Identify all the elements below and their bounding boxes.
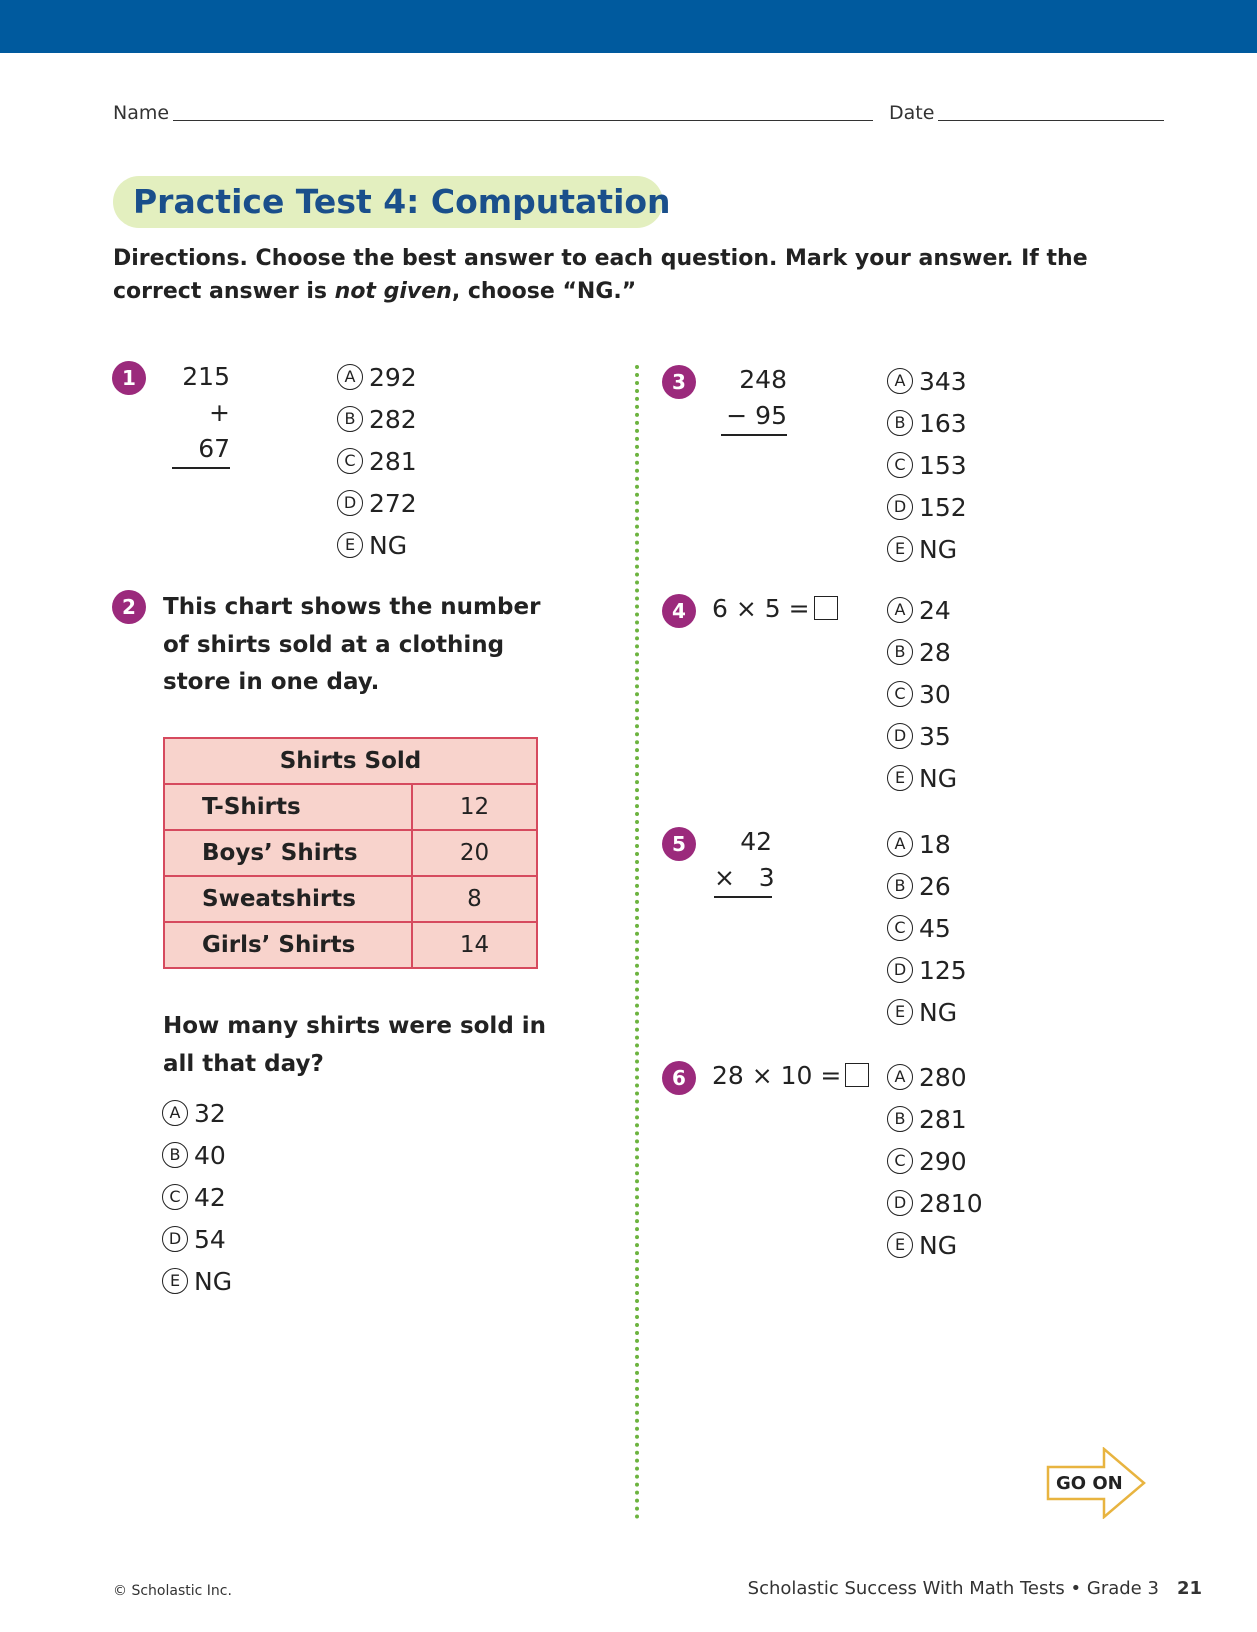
question-number: 6 xyxy=(662,1061,696,1095)
bubble-c[interactable]: C xyxy=(887,1148,913,1174)
question-number: 1 xyxy=(112,361,146,395)
equation-text: 28 × 10 = xyxy=(712,1061,842,1090)
answer-option[interactable] xyxy=(887,908,967,950)
equation xyxy=(712,594,838,623)
equation xyxy=(712,1061,869,1090)
option-text: 292 xyxy=(369,363,417,392)
option-text: 2810 xyxy=(919,1189,983,1218)
footer-book-info xyxy=(748,1578,1202,1599)
answer-option[interactable] xyxy=(887,1183,983,1225)
answer-option[interactable] xyxy=(887,716,957,758)
bubble-a[interactable]: A xyxy=(887,831,913,857)
bubble-c[interactable]: C xyxy=(887,452,913,478)
name-label: Name xyxy=(113,102,170,124)
answer-option[interactable] xyxy=(887,632,957,674)
answer-option[interactable] xyxy=(162,1177,232,1219)
bubble-b[interactable]: B xyxy=(887,639,913,665)
bubble-b[interactable]: B xyxy=(337,406,363,432)
row-value: 20 xyxy=(412,830,537,876)
directions xyxy=(113,242,1163,308)
bubble-e[interactable]: E xyxy=(337,532,363,558)
answer-options xyxy=(887,1057,983,1267)
multiplication-problem xyxy=(714,824,775,898)
question-prompt: How many shirts were sold in all that day? xyxy=(163,1013,547,1077)
option-text: 280 xyxy=(919,1063,967,1092)
go-on-label: GO ON xyxy=(1056,1473,1123,1494)
operand-bottom: − 95 xyxy=(721,398,787,436)
answer-option[interactable] xyxy=(887,866,967,908)
table-row xyxy=(164,876,537,922)
answer-option[interactable] xyxy=(337,483,417,525)
bubble-a[interactable]: A xyxy=(337,364,363,390)
option-text: 54 xyxy=(194,1225,226,1254)
shirts-sold-table xyxy=(163,737,538,969)
answer-option[interactable] xyxy=(162,1261,232,1303)
row-label: T-Shirts xyxy=(164,784,412,830)
question-number: 5 xyxy=(662,827,696,861)
book-title: Scholastic Success With Math Tests • Grade 3 xyxy=(747,1578,1159,1599)
operand-bottom: × 3 xyxy=(714,860,772,898)
bubble-c[interactable]: C xyxy=(337,448,363,474)
option-text: 45 xyxy=(919,914,951,943)
option-text: 40 xyxy=(194,1141,226,1170)
subtraction-problem xyxy=(721,362,787,436)
answer-option[interactable] xyxy=(337,525,417,567)
answer-option[interactable] xyxy=(887,445,967,487)
option-text: 152 xyxy=(919,493,967,522)
bubble-c[interactable]: C xyxy=(887,915,913,941)
option-text: 30 xyxy=(919,680,951,709)
operand-top: 215 xyxy=(182,362,230,391)
operand-top: 42 xyxy=(740,827,772,856)
bubble-b[interactable]: B xyxy=(887,873,913,899)
bubble-e[interactable]: E xyxy=(887,765,913,791)
bubble-e[interactable]: E xyxy=(887,1232,913,1258)
answer-option[interactable] xyxy=(887,1141,983,1183)
table-title: Shirts Sold xyxy=(164,738,537,784)
option-text: 32 xyxy=(194,1099,226,1128)
bubble-e[interactable]: E xyxy=(162,1268,188,1294)
option-text: NG xyxy=(194,1267,233,1296)
question-text: This chart shows the number of shirts sold at a clothing store in one day. xyxy=(163,594,541,695)
option-text: 28 xyxy=(919,638,951,667)
answer-option[interactable] xyxy=(887,590,957,632)
bubble-c[interactable]: C xyxy=(887,681,913,707)
row-value: 14 xyxy=(412,922,537,968)
answer-option[interactable] xyxy=(337,357,417,399)
option-text: 343 xyxy=(919,367,967,396)
row-label: Sweatshirts xyxy=(164,876,412,922)
table-row xyxy=(164,830,537,876)
bubble-a[interactable]: A xyxy=(887,597,913,623)
option-text: 282 xyxy=(369,405,417,434)
name-field[interactable] xyxy=(173,120,873,121)
answer-option[interactable] xyxy=(887,361,967,403)
go-on-arrow xyxy=(1046,1447,1146,1519)
option-text: 42 xyxy=(194,1183,226,1212)
answer-option[interactable] xyxy=(887,1225,983,1267)
row-value: 12 xyxy=(412,784,537,830)
answer-option[interactable] xyxy=(887,674,957,716)
option-text: NG xyxy=(919,535,958,564)
row-label: Boys’ Shirts xyxy=(164,830,412,876)
option-text: 35 xyxy=(919,722,951,751)
copyright: © Scholastic Inc. xyxy=(113,1583,232,1599)
option-text: 18 xyxy=(919,830,951,859)
answer-option[interactable] xyxy=(337,441,417,483)
column-divider xyxy=(635,365,639,1520)
option-text: 24 xyxy=(919,596,951,625)
bubble-d[interactable]: D xyxy=(337,490,363,516)
answer-option[interactable] xyxy=(162,1219,232,1261)
bubble-e[interactable]: E xyxy=(887,999,913,1025)
option-text: 163 xyxy=(919,409,967,438)
answer-options xyxy=(887,361,967,571)
option-text: NG xyxy=(919,764,958,793)
answer-option[interactable] xyxy=(887,950,967,992)
bubble-c[interactable]: C xyxy=(162,1184,188,1210)
bubble-d[interactable]: D xyxy=(162,1226,188,1252)
bubble-b[interactable]: B xyxy=(887,1106,913,1132)
date-label: Date xyxy=(889,102,935,124)
answer-option[interactable] xyxy=(887,487,967,529)
option-text: NG xyxy=(919,998,958,1027)
bubble-e[interactable]: E xyxy=(887,536,913,562)
question-number: 4 xyxy=(662,594,696,628)
table-row xyxy=(164,922,537,968)
directions-emphasis: not given xyxy=(334,279,452,304)
answer-option[interactable] xyxy=(887,403,967,445)
bubble-d[interactable]: D xyxy=(887,957,913,983)
option-text: 281 xyxy=(919,1105,967,1134)
option-text: NG xyxy=(919,1231,958,1260)
directions-text: Directions. Choose the best answer to each question. Mark your answer. If the correct answer is xyxy=(113,246,1088,304)
answer-option[interactable] xyxy=(887,529,967,571)
answer-option[interactable] xyxy=(162,1093,232,1135)
row-value: 8 xyxy=(412,876,537,922)
option-text: 26 xyxy=(919,872,951,901)
top-bar xyxy=(0,0,1257,53)
option-text: NG xyxy=(369,531,408,560)
bubble-b[interactable]: B xyxy=(162,1142,188,1168)
page-number: 21 xyxy=(1176,1578,1202,1599)
bubble-d[interactable]: D xyxy=(887,494,913,520)
bubble-a[interactable]: A xyxy=(887,368,913,394)
option-text: 281 xyxy=(369,447,417,476)
answer-option[interactable] xyxy=(887,1057,983,1099)
page-title: Practice Test 4: Computation xyxy=(133,182,671,221)
answer-options xyxy=(162,1093,232,1303)
operand-top: 248 xyxy=(739,365,787,394)
directions-text-end: , choose “NG.” xyxy=(451,279,637,304)
row-label: Girls’ Shirts xyxy=(164,922,412,968)
answer-option[interactable] xyxy=(337,399,417,441)
answer-option[interactable] xyxy=(162,1135,232,1177)
bubble-d[interactable]: D xyxy=(887,723,913,749)
option-text: 125 xyxy=(919,956,967,985)
bubble-a[interactable]: A xyxy=(162,1100,188,1126)
question-number: 3 xyxy=(662,365,696,399)
table-row xyxy=(164,784,537,830)
answer-option[interactable] xyxy=(887,1099,983,1141)
bubble-d[interactable]: D xyxy=(887,1190,913,1216)
question-number: 2 xyxy=(112,590,146,624)
answer-options xyxy=(337,357,417,567)
answer-options xyxy=(887,590,957,800)
bubble-a[interactable]: A xyxy=(887,1064,913,1090)
answer-option[interactable] xyxy=(887,992,967,1034)
option-text: 290 xyxy=(919,1147,967,1176)
addition-problem xyxy=(172,359,230,469)
answer-option[interactable] xyxy=(887,824,967,866)
answer-option[interactable] xyxy=(887,758,957,800)
answer-box xyxy=(814,596,838,620)
date-field[interactable] xyxy=(938,120,1164,121)
title-banner xyxy=(113,176,671,228)
option-text: 272 xyxy=(369,489,417,518)
operand-bottom: + 67 xyxy=(172,395,230,469)
equation-text: 6 × 5 = xyxy=(712,594,810,623)
bubble-b[interactable]: B xyxy=(887,410,913,436)
answer-options xyxy=(887,824,967,1034)
answer-box xyxy=(845,1063,869,1087)
option-text: 153 xyxy=(919,451,967,480)
